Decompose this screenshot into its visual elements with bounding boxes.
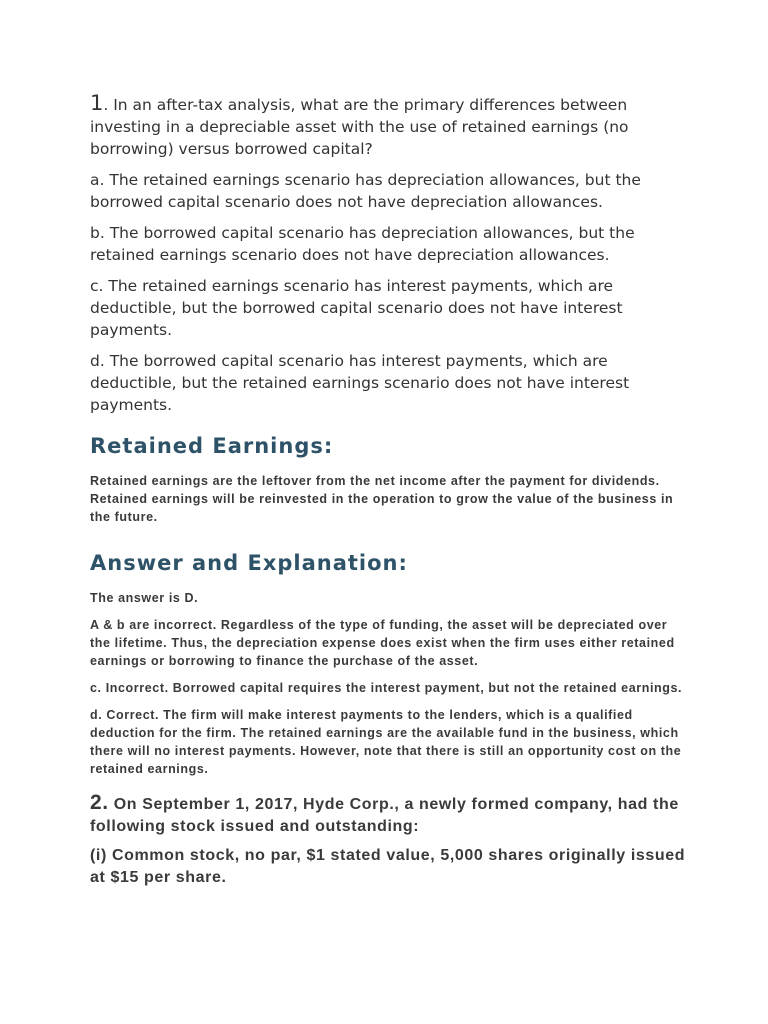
retained-earnings-body: Retained earnings are the leftover from the net income after the payment for dividends. Retained earnings will be reinvested in the operation to grow the value of the business in the future. <box>90 474 674 524</box>
explanation-c: c. Incorrect. Borrowed capital requires the interest payment, but not the retained earnings. <box>90 681 683 695</box>
question-1-number: 1 <box>90 91 104 115</box>
answer-heading: Answer and Explanation: <box>90 551 408 575</box>
answer-statement: The answer is D. <box>90 591 199 605</box>
question-2-text: On September 1, 2017, Hyde Corp., a newly formed company, had the following stock issued and outstanding: <box>90 796 679 835</box>
option-b: b. The borrowed capital scenario has depreciation allowances, but the retained earnings scenario does not have depreciation allowances. <box>90 224 635 264</box>
question-2-number: 2. <box>90 791 109 814</box>
option-d: d. The borrowed capital scenario has interest payments, which are deductible, but the retained earnings scenario does not have interest payments. <box>90 352 630 414</box>
question-2-stem <box>90 792 690 838</box>
question-1 <box>90 92 690 416</box>
option-c: c. The retained earnings scenario has interest payments, which are deductible, but the borrowed capital scenario does not have interest payments. <box>90 277 623 339</box>
question-2-item-1: (i) Common stock, no par, $1 stated value, 5,000 shares originally issued at $15 per share. <box>90 847 686 886</box>
document-page <box>90 92 690 889</box>
explanation-ab: A & b are incorrect. Regardless of the type of funding, the asset will be depreciated over the lifetime. Thus, the depreciation expense does exist when the firm uses either retained earnings or borrowing to finance the purchase of the asset. <box>90 618 675 668</box>
question-1-stem <box>90 92 690 160</box>
option-a: a. The retained earnings scenario has depreciation allowances, but the borrowed capital scenario does not have depreciation allowances. <box>90 171 641 211</box>
question-1-text: . In an after-tax analysis, what are the primary differences between investing in a depreciable asset with the use of retained earnings (no borrowing) versus borrowed capital? <box>90 96 629 158</box>
retained-earnings-heading: Retained Earnings: <box>90 434 334 458</box>
explanation-d: d. Correct. The firm will make interest payments to the lenders, which is a qualified deduction for the firm. The retained earnings are the available fund in the business, which there will no interest payments. However, note that there is still an opportunity cost on the retained earnings. <box>90 708 682 776</box>
